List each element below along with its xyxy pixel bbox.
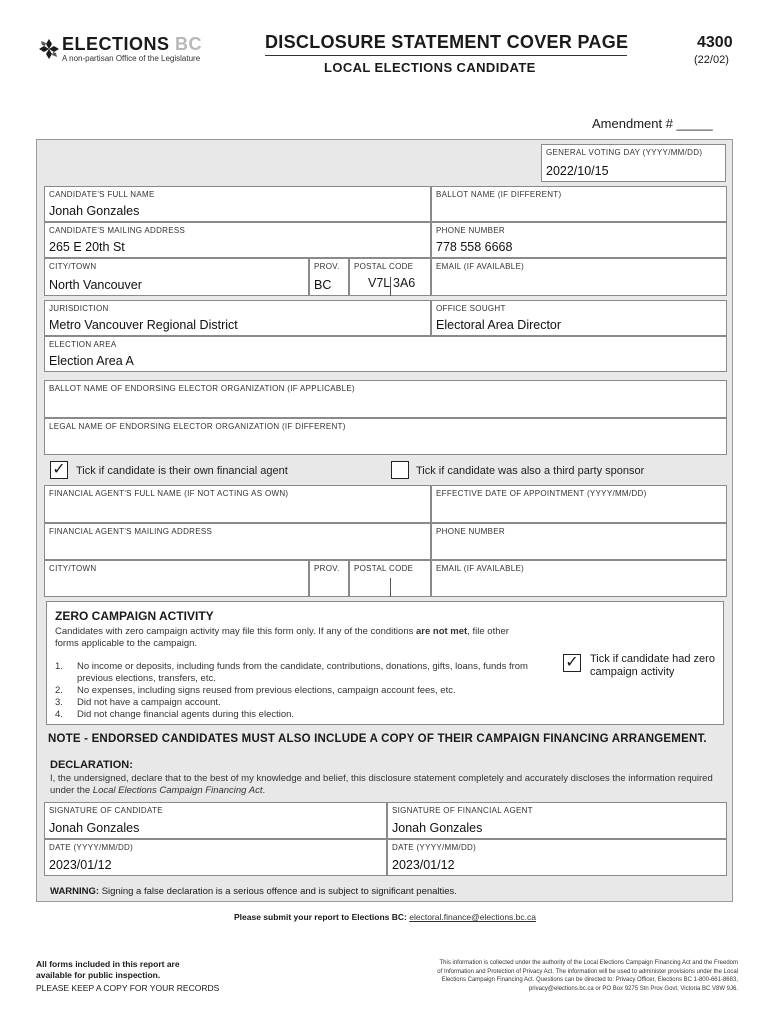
submit-text: Please submit your report to Elections BC: <box>234 912 410 922</box>
agent-prov-label: PROV. <box>314 564 340 573</box>
agent-phone-label: PHONE NUMBER <box>436 527 505 536</box>
candidate-postal-1: V7L <box>368 276 391 290</box>
ballot-name-label: BALLOT NAME (IF DIFFERENT) <box>436 190 562 199</box>
agent-prov-field[interactable] <box>309 560 349 597</box>
agent-signature-value: Jonah Gonzales <box>392 821 483 835</box>
privacy-line-4: privacy@elections.bc.ca or PO Box 9275 Stn Prov Govt, Victoria BC V8W 9J6. <box>528 985 738 992</box>
candidate-phone-field[interactable] <box>431 222 727 258</box>
form-number: 4300 <box>697 34 733 51</box>
form-version: (22/02) <box>694 54 729 66</box>
agent-city-label: CITY/TOWN <box>49 564 97 573</box>
agent-email-label: EMAIL (IF AVAILABLE) <box>436 564 525 573</box>
declaration-text-part-1: I, the undersigned, declare that to the best of my knowledge and belief, this disclosure statement completely and accurately discloses the information required under the <box>50 773 713 796</box>
list-item-number: 2. <box>55 685 63 696</box>
third-party-label: Tick if candidate was also a third party sponsor <box>416 465 645 477</box>
agent-postal-divider <box>390 578 391 597</box>
voting-day-label: GENERAL VOTING DAY (YYYY/MM/DD) <box>546 148 703 157</box>
candidate-postal-label: POSTAL CODE <box>354 262 414 271</box>
list-item <box>55 709 555 721</box>
agent-address-field[interactable] <box>44 523 431 560</box>
zero-conditions-list <box>55 661 555 721</box>
list-item-number: 3. <box>55 697 63 708</box>
candidate-city-label: CITY/TOWN <box>49 262 97 271</box>
list-item-text: Did not have a campaign account. <box>77 697 221 708</box>
legal-org-label: LEGAL NAME OF ENDORSING ELECTOR ORGANIZATION (IF DIFFERENT) <box>49 422 346 431</box>
candidate-email-label: EMAIL (IF AVAILABLE) <box>436 262 525 271</box>
agent-phone-field[interactable] <box>431 523 727 560</box>
list-item <box>55 661 555 685</box>
zero-activity-checkbox[interactable]: ✓ <box>563 654 581 672</box>
jurisdiction-label: JURISDICTION <box>49 304 109 313</box>
public-inspection-line-2: available for public inspection. <box>36 970 161 980</box>
voting-day-field[interactable] <box>541 144 726 182</box>
candidate-prov-label: PROV. <box>314 262 340 271</box>
agent-postal-label: POSTAL CODE <box>354 564 414 573</box>
legal-org-field[interactable] <box>44 418 727 455</box>
declaration-act-name: Local Elections Campaign Financing Act <box>92 785 263 796</box>
privacy-notice <box>380 959 738 993</box>
warning-label: WARNING: <box>50 886 100 897</box>
office-sought-value: Electoral Area Director <box>436 318 562 332</box>
keep-copy-note: PLEASE KEEP A COPY FOR YOUR RECORDS <box>36 983 220 993</box>
candidate-address-value: 265 E 20th St <box>49 240 125 254</box>
list-item-text: No income or deposits, including funds from the candidate, contributions, donations, gifts, loans, funds from previous elections, transfers, etc. <box>77 661 528 684</box>
own-agent-checkbox[interactable]: ✓ <box>50 461 68 479</box>
agent-date-value: 2023/01/12 <box>392 858 455 872</box>
candidate-name-label: CANDIDATE'S FULL NAME <box>49 190 155 199</box>
candidate-phone-label: PHONE NUMBER <box>436 226 505 235</box>
voting-day-value: 2022/10/15 <box>546 164 609 178</box>
privacy-line-3: Elections Campaign Financing Act. Questions can be directed to: Privacy Officer, Elections BC 1-800-661-8683, <box>441 977 738 983</box>
list-item <box>55 697 555 709</box>
zero-desc-bold: are not met <box>416 626 468 637</box>
candidate-name-value: Jonah Gonzales <box>49 204 140 218</box>
zero-activity-label: Tick if candidate had zero campaign activity <box>590 653 715 678</box>
third-party-checkbox[interactable] <box>391 461 409 479</box>
candidate-prov-value: BC <box>314 278 332 292</box>
public-inspection-note <box>36 959 180 981</box>
zero-desc-part-2: , file other forms applicable to the campaign. <box>55 626 509 649</box>
agent-date-label: DATE (YYYY/MM/DD) <box>392 843 477 852</box>
logo-bc: BC <box>175 34 203 54</box>
page-subtitle: LOCAL ELECTIONS CANDIDATE <box>324 60 536 75</box>
agent-postal-field[interactable] <box>349 560 431 597</box>
endorsed-note: NOTE - ENDORSED CANDIDATES MUST ALSO INCLUDE A COPY OF THEIR CAMPAIGN FINANCING ARRANGEMENT. <box>48 733 707 745</box>
logo-subtitle: A non-partisan Office of the Legislature <box>62 54 201 63</box>
list-item-number: 4. <box>55 709 63 720</box>
zero-campaign-description <box>55 626 535 650</box>
submit-email-link[interactable]: electoral.finance@elections.bc.ca <box>409 912 536 922</box>
privacy-line-1: This information is collected under the authority of the Local Elections Campaign Financing Act and the Freedom <box>439 960 738 966</box>
election-area-field[interactable] <box>44 336 727 372</box>
agent-name-label: FINANCIAL AGENT'S FULL NAME (IF NOT ACTING AS OWN) <box>49 489 289 498</box>
own-agent-label: Tick if candidate is their own financial agent <box>76 465 288 477</box>
warning-text <box>50 886 457 897</box>
candidate-city-field[interactable] <box>44 258 309 296</box>
agent-signature-field[interactable] <box>387 802 727 839</box>
zero-campaign-title: ZERO CAMPAIGN ACTIVITY <box>55 609 214 623</box>
jurisdiction-field[interactable] <box>44 300 431 336</box>
jurisdiction-value: Metro Vancouver Regional District <box>49 318 238 332</box>
title-rule <box>265 55 627 56</box>
page-title: DISCLOSURE STATEMENT COVER PAGE <box>265 32 629 52</box>
candidate-address-label: CANDIDATE'S MAILING ADDRESS <box>49 226 186 235</box>
declaration-title: DECLARATION: <box>50 759 133 771</box>
candidate-signature-label: SIGNATURE OF CANDIDATE <box>49 806 163 815</box>
ballot-name-field[interactable] <box>431 186 727 222</box>
warning-body: Signing a false declaration is a serious offence and is subject to significant penalties. <box>99 886 457 897</box>
candidate-signature-field[interactable] <box>44 802 387 839</box>
list-item-text: Did not change financial agents during this election. <box>77 709 295 720</box>
declaration-text-part-2: . <box>262 785 266 796</box>
list-item <box>55 685 555 697</box>
elections-bc-logo-icon <box>36 36 62 62</box>
office-sought-label: OFFICE SOUGHT <box>436 304 506 313</box>
candidate-email-field[interactable] <box>431 258 727 296</box>
agent-city-field[interactable] <box>44 560 309 597</box>
agent-appointment-label: EFFECTIVE DATE OF APPOINTMENT (YYYY/MM/DD) <box>436 489 647 498</box>
candidate-prov-field[interactable] <box>309 258 349 296</box>
candidate-address-field[interactable] <box>44 222 431 258</box>
list-item-text: No expenses, including signs reused from previous elections, campaign account fees, etc. <box>77 685 456 696</box>
privacy-line-2: of Information and Protection of Privacy Act. The information will be used to administer provisions under the Local <box>437 968 738 975</box>
agent-address-label: FINANCIAL AGENT'S MAILING ADDRESS <box>49 527 213 536</box>
candidate-date-field[interactable] <box>44 839 387 876</box>
agent-appointment-field[interactable] <box>431 485 727 523</box>
election-area-value: Election Area A <box>49 354 134 368</box>
office-sought-field[interactable] <box>431 300 727 336</box>
agent-signature-label: SIGNATURE OF FINANCIAL AGENT <box>392 806 533 815</box>
candidate-date-value: 2023/01/12 <box>49 858 112 872</box>
logo-main: ELECTIONS <box>62 34 170 54</box>
submit-instruction <box>0 912 770 922</box>
list-item-number: 1. <box>55 661 63 672</box>
candidate-date-label: DATE (YYYY/MM/DD) <box>49 843 134 852</box>
logo-wordmark <box>62 34 202 55</box>
candidate-name-field[interactable] <box>44 186 431 222</box>
ballot-org-label: BALLOT NAME OF ENDORSING ELECTOR ORGANIZATION (IF APPLICABLE) <box>49 384 355 393</box>
declaration-text <box>50 773 730 797</box>
public-inspection-line-1: All forms included in this report are <box>36 959 180 969</box>
amendment-number[interactable]: Amendment # _____ <box>592 116 713 131</box>
candidate-signature-value: Jonah Gonzales <box>49 821 140 835</box>
agent-email-field[interactable] <box>431 560 727 597</box>
zero-campaign-section <box>46 601 724 725</box>
zero-desc-part-1: Candidates with zero campaign activity may file this form only. If any of the conditions <box>55 626 416 637</box>
election-area-label: ELECTION AREA <box>49 340 117 349</box>
ballot-org-field[interactable] <box>44 380 727 418</box>
agent-name-field[interactable] <box>44 485 431 523</box>
candidate-city-value: North Vancouver <box>49 278 142 292</box>
agent-date-field[interactable] <box>387 839 727 876</box>
candidate-postal-2: 3A6 <box>393 276 416 290</box>
candidate-phone-value: 778 558 6668 <box>436 240 513 254</box>
candidate-postal-field[interactable] <box>349 258 431 296</box>
